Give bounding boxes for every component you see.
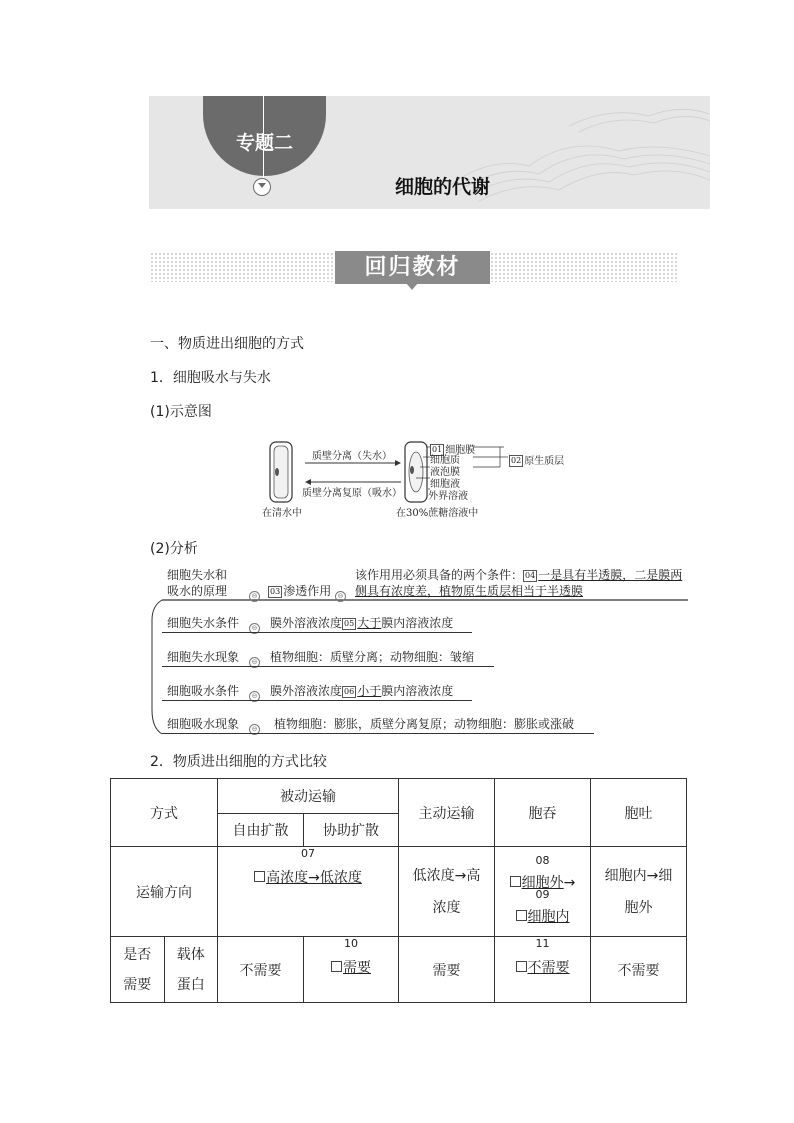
caption-sucrose: 在30%蔗糖溶液中: [396, 508, 479, 519]
connector-icon: ⊖: [249, 650, 260, 669]
row1-answer: 03 渗透作用: [270, 584, 332, 598]
section-heading: 一、物质进出细胞的方式: [150, 336, 304, 352]
row-divider: [162, 632, 472, 633]
row3-text: 植物细胞：质壁分离；动物细胞：皱缩: [270, 650, 475, 664]
subheading-analysis: (2)分析: [150, 541, 198, 557]
endocytosis-carrier: $^{11}$ 不需要: [495, 937, 591, 1003]
exocytosis-carrier: 不需要: [591, 937, 687, 1003]
dotted-band-right: [490, 252, 678, 282]
subheading-diagram: (1)示意图: [150, 404, 212, 420]
label-external-solution: 外界溶液: [428, 491, 468, 502]
connector-icon: ⊖: [249, 684, 260, 703]
free-carrier: 不需要: [218, 937, 304, 1003]
row5-name: 细胞吸水现象: [167, 717, 240, 731]
connector-icon: ⊖: [335, 584, 346, 603]
endocytosis-direction: $^{08}$ 细胞外→ $^{09}$ 细胞内: [495, 847, 591, 937]
row1-name-a: 细胞失水和: [167, 568, 228, 582]
header-mode: 方式: [111, 779, 218, 847]
header-endocytosis: 胞吞: [495, 779, 591, 847]
header-free-diffusion: 自由扩散: [218, 814, 304, 847]
row-carrier-label-a: 是否 需要: [111, 937, 165, 1003]
row2-text: 膜外溶液浓度 05 大于膜内溶液浓度: [270, 616, 454, 630]
label-cytoplasm: 细胞质: [430, 455, 460, 466]
label-cell-membrane: 01 细胞膜: [432, 445, 476, 456]
row-divider: [162, 700, 472, 701]
row-divider: [162, 666, 494, 667]
transport-comparison-table: [110, 778, 687, 1003]
row5-text: 植物细胞：膨胀，质壁分离复原；动物细胞：膨胀或涨破: [274, 717, 575, 731]
row4-text: 膜外溶液浓度 06 小于膜内溶液浓度: [270, 684, 454, 698]
row-divider: [162, 733, 594, 734]
connector-icon: ⊖: [249, 717, 260, 736]
exocytosis-direction: 细胞内→细 胞外: [591, 847, 687, 937]
row4-name: 细胞吸水条件: [167, 684, 240, 698]
label-cell-sap: 细胞液: [430, 479, 460, 490]
header-active: 主动运输: [399, 779, 495, 847]
row1-condition-b: 侧具有浓度差，植物原生质层相当于半透膜: [355, 584, 584, 598]
header-passive: 被动运输: [218, 779, 399, 814]
connector-icon: ⊖: [249, 584, 260, 603]
row-carrier-label-b: 载体 蛋白: [164, 937, 218, 1003]
caption-fresh-water: 在清水中: [262, 508, 302, 519]
subheading: 1．细胞吸水与失水: [150, 370, 271, 386]
passive-direction: $^{07}$ 高浓度→低浓度: [218, 847, 399, 937]
row1-condition-a: 该作用用必须具备的两个条件： 04 一是具有半透膜，二是膜两: [355, 568, 683, 582]
active-direction: 低浓度→高 浓度: [399, 847, 495, 937]
row3-name: 细胞失水现象: [167, 650, 240, 664]
row2-name: 细胞失水条件: [167, 616, 240, 630]
row-direction-label: 运输方向: [111, 847, 218, 937]
facilitated-carrier: $^{10}$ 需要: [304, 937, 399, 1003]
row1-name-b: 吸水的原理: [167, 584, 228, 598]
label-tonoplast: 液泡膜: [430, 467, 460, 478]
active-carrier: 需要: [399, 937, 495, 1003]
dotted-band-left: [150, 252, 336, 282]
arrow-label-plasmolysis: 质壁分离（失水）: [312, 451, 392, 462]
topic-label: 专题二: [235, 132, 293, 154]
arrow-label-recovery: 质壁分离复原（吸水）: [302, 488, 402, 499]
header-exocytosis: 胞吐: [591, 779, 687, 847]
review-pointer: [406, 283, 418, 290]
section2-heading: 2．物质进出细胞的方式比较: [150, 754, 327, 770]
chevron-down-icon: [253, 178, 271, 196]
label-protoplast-layer: 02 原生质层: [511, 456, 565, 467]
chapter-title: 细胞的代谢: [395, 176, 491, 198]
connector-icon: ⊖: [249, 616, 260, 635]
review-heading: 回归教材: [335, 251, 490, 284]
header-facilitated-diffusion: 协助扩散: [304, 814, 399, 847]
